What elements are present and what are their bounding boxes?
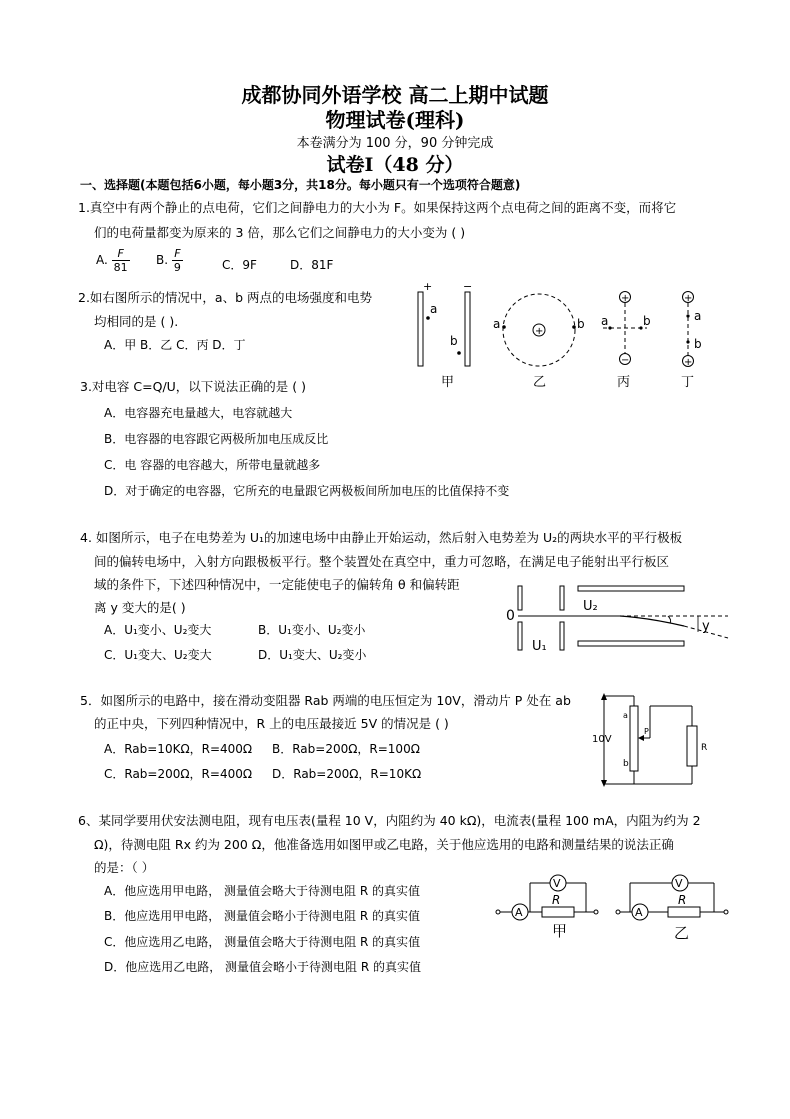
jia-minus-sign: −: [463, 280, 473, 293]
ding-point-b: b: [694, 337, 702, 351]
q4-line1: 4. 如图所示，电子在电势差为 U₁的加速电场中由静止开始运动，然后射入电势差为 U₂的两块水平的平行极板: [80, 530, 683, 545]
q5-terminal-a: a: [623, 711, 628, 720]
q1-option-a-fraction: [112, 247, 130, 274]
label-yi: 乙: [533, 375, 547, 390]
label-jia: 甲: [441, 375, 455, 390]
q4-line2: 间的偏转电场中，入射方向跟极板平行。整个装置处在真空中，重力可忽略，在满足电子能射出平行板区: [94, 554, 670, 569]
q4-option-c[interactable]: C．U₁变大、U₂变大: [104, 648, 212, 662]
q6-option-d[interactable]: D．他应选用乙电路， 测量值会略小于待测电阻 R 的真实值: [104, 960, 422, 974]
q3-line1: 3.对电容 C=Q/U，以下说法正确的是 ( ): [80, 379, 307, 394]
jia-resistor-label: R: [552, 893, 561, 907]
q4-u1-label: U₁: [532, 639, 547, 654]
yi-point-b: b: [577, 317, 585, 331]
label-ding: 丁: [681, 375, 695, 390]
q1-option-b-fraction: [172, 247, 183, 274]
q1-line2: 们的电荷量都变为原来的 3 倍，那么它们之间静电力的大小变为 ( ): [94, 225, 466, 240]
q1-option-b[interactable]: [156, 247, 183, 274]
q6-option-b[interactable]: B．他应选用甲电路， 测量值会略小于待测电阻 R 的真实值: [104, 909, 421, 923]
q4-y-label: y: [702, 619, 710, 634]
bing-point-a: a: [601, 314, 609, 328]
q4-option-d[interactable]: D．U₁变大、U₂变小: [258, 648, 367, 662]
q5-line1: 5．如图所示的电路中，接在滑动变阻器 Rab 两端的电压恒定为 10V，滑动片 P 处在 ab: [80, 693, 571, 708]
yi-ammeter-label: A: [635, 906, 643, 919]
q4-line4: 离 y 变大的是( ): [94, 600, 186, 615]
q1-option-d[interactable]: D．81F: [290, 258, 334, 272]
exam-header-school: 成都协同外语学校 高二上期中试题: [241, 83, 549, 107]
q2-field-figure: [405, 280, 715, 392]
q1-a-denominator: 81: [113, 261, 128, 274]
q6-line2: Ω)，待测电阻 Rx 约为 200 Ω，他准备选用如图甲或乙电路，关于他应选用的电路和测量结果的说法正确: [94, 837, 674, 852]
yi-voltmeter-label: V: [675, 877, 683, 890]
q6-option-a[interactable]: A．他应选用甲电路， 测量值会略大于待测电阻 R 的真实值: [104, 884, 420, 898]
ding-top-charge: +: [684, 293, 693, 304]
yi-center-charge: +: [535, 326, 544, 337]
q4-option-b[interactable]: B．U₁变小、U₂变小: [258, 623, 366, 637]
q1-line1: 1.真空中有两个静止的点电荷，它们之间静电力的大小为 F。如果保持这两个点电荷之间的距离不变，而将它: [78, 200, 677, 215]
q5-option-a[interactable]: A．Rab=10KΩ，R=400Ω: [104, 742, 253, 756]
ding-point-a: a: [694, 309, 702, 323]
q4-origin-label: 0: [506, 608, 515, 624]
yi-resistor-label: R: [678, 893, 687, 907]
exam-header-subject: 物理试卷(理科): [325, 108, 465, 132]
jia-plus-sign: +: [423, 280, 433, 293]
q6-label-jia: 甲: [552, 922, 568, 940]
q3-option-c[interactable]: C．电 容器的电容越大，所带电量就越多: [104, 458, 321, 472]
q5-circuit-figure: [590, 688, 710, 793]
q4-deflection-figure: [500, 578, 730, 658]
jia-point-b: b: [450, 334, 458, 348]
q2-line2: 均相同的是 ( ).: [94, 314, 179, 329]
q6-line1: 6、某同学要用伏安法测电阻，现有电压表(量程 10 V，内阻约为 40 kΩ)，电流表(量程 100 mA，内阻为约为 2: [78, 813, 701, 828]
q2-line1: 2.如右图所示的情况中，a、b 两点的电场强度和电势: [78, 290, 372, 305]
bing-point-b: b: [643, 314, 651, 328]
q5-option-d[interactable]: D．Rab=200Ω，R=10KΩ: [272, 767, 422, 781]
exam-part-title: 试卷Ⅰ（48 分）: [326, 154, 464, 176]
jia-point-a: a: [430, 302, 438, 316]
jia-ammeter-label: A: [515, 906, 523, 919]
label-bing: 丙: [617, 375, 631, 390]
q5-option-b[interactable]: B．Rab=200Ω，R=100Ω: [272, 742, 420, 756]
q1-a-numerator: F: [112, 247, 130, 261]
q6-label-yi: 乙: [674, 924, 690, 942]
q5-option-c[interactable]: C．Rab=200Ω，R=400Ω: [104, 767, 253, 781]
q1-b-numerator: F: [172, 247, 183, 261]
q1-b-denominator: 9: [173, 261, 181, 274]
q6-circuit-figures: [490, 868, 740, 943]
q4-option-a[interactable]: A．U₁变小、U₂变大: [104, 623, 212, 637]
yi-point-a: a: [493, 317, 501, 331]
q6-option-c[interactable]: C．他应选用乙电路， 测量值会略大于待测电阻 R 的真实值: [104, 935, 421, 949]
q3-option-a[interactable]: A．电容器充电量越大，电容就越大: [104, 406, 293, 420]
q3-option-d[interactable]: D．对于确定的电容器，它所充的电量跟它两极板间所加电压的比值保持不变: [104, 484, 510, 498]
q4-line3: 域的条件下，下述四种情况中，一定能使电子的偏转角 θ 和偏转距: [94, 577, 460, 592]
ding-bottom-charge: +: [684, 357, 693, 368]
q5-voltage-label: 10V: [592, 734, 612, 745]
section-1-heading: 一、选择题(本题包括6小题，每小题3分，共18分。每小题只有一个选项符合题意): [80, 178, 521, 192]
q4-u2-label: U₂: [583, 599, 598, 614]
bing-top-charge: +: [621, 293, 630, 304]
q5-resistor-r: R: [701, 743, 708, 753]
exam-header-note: 本卷满分为 100 分，90 分钟完成: [296, 136, 494, 151]
bing-bottom-charge: −: [621, 355, 630, 366]
q1-option-b-label: B.: [156, 253, 169, 267]
q3-option-b[interactable]: B．电容器的电容跟它两极所加电压成反比: [104, 432, 329, 446]
q5-line2: 的正中央，下列四种情况中，R 上的电压最接近 5V 的情况是 ( ): [94, 716, 449, 731]
q5-terminal-b: b: [623, 759, 629, 769]
q2-options[interactable]: A．甲 B．乙 C．丙 D．丁: [104, 338, 246, 352]
q1-option-c[interactable]: C．9F: [222, 258, 257, 272]
jia-voltmeter-label: V: [553, 877, 561, 890]
q1-option-a-label: A.: [96, 253, 108, 267]
q5-slider-p: P: [644, 727, 649, 736]
q6-line3: 的是：（ ）: [94, 860, 155, 875]
q1-option-a[interactable]: [96, 247, 130, 274]
